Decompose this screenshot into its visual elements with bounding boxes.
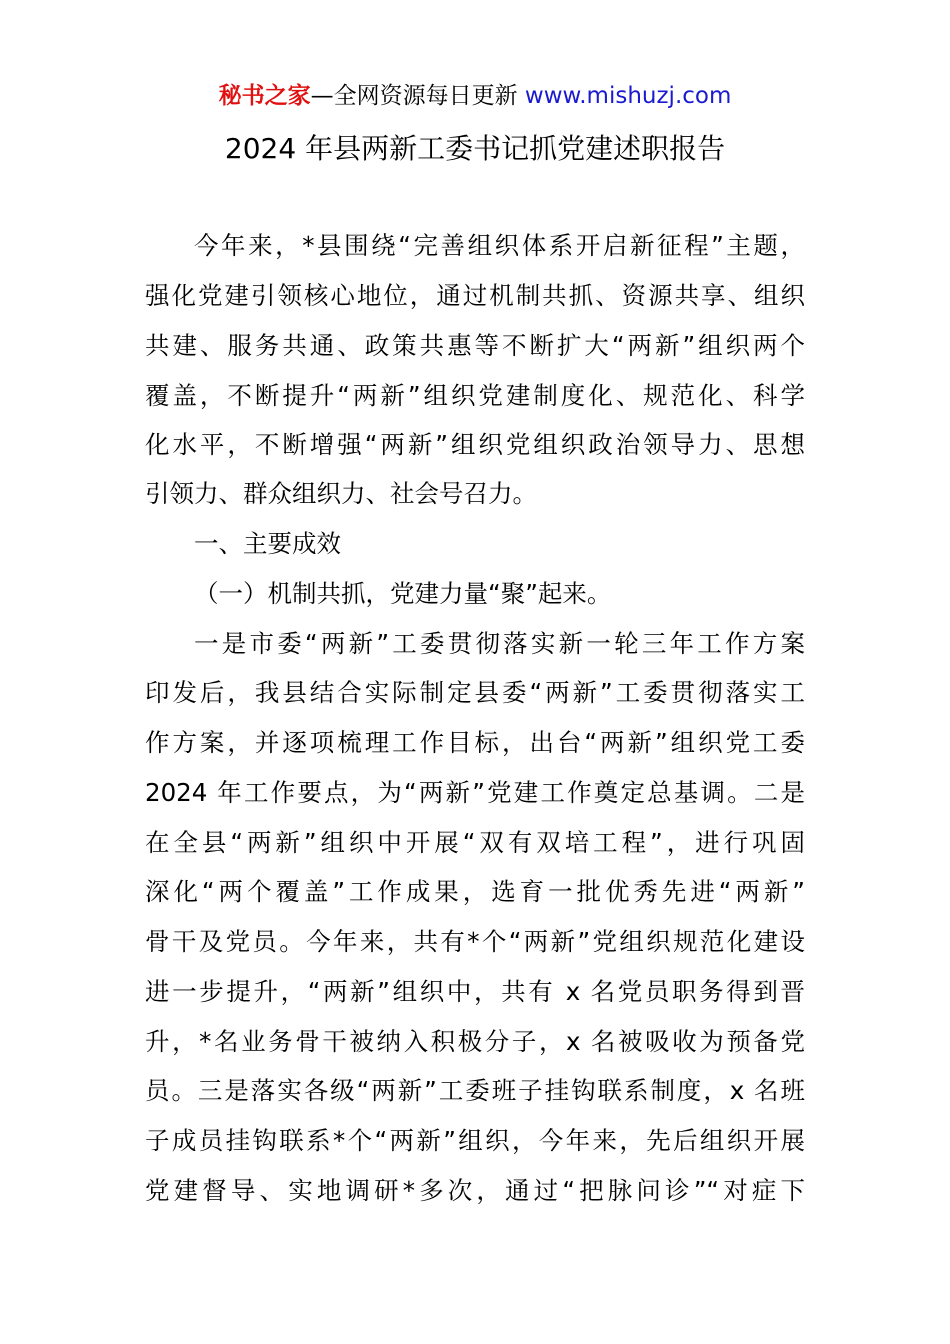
header-tagline: —全网资源每日更新 (310, 83, 525, 109)
paragraph-line: 进一步提升，“两新”组织中，共有 x 名党员职务得到晋 (145, 977, 805, 1006)
brand-name: 秘书之家 (218, 83, 311, 109)
section-heading: 一、主要成效 (194, 529, 341, 558)
subsection-heading: （一）机制共抓，党建力量“聚”起来。 (194, 579, 612, 608)
paragraph-line: 员。三是落实各级“两新”工委班子挂钩联系制度，x 名班 (145, 1076, 805, 1105)
paragraph-line: 覆盖，不断提升“两新”组织党建制度化、规范化、科学 (145, 381, 805, 410)
paragraph-line: 强化党建引领核心地位，通过机制共抓、资源共享、组织 (145, 281, 805, 310)
document-title: 2024 年县两新工委书记抓党建述职报告 (224, 132, 726, 165)
paragraph-line: 化水平，不断增强“两新”组织党组织政治领导力、思想 (145, 430, 805, 459)
paragraph-line: 今年来，*县围绕“完善组织体系开启新征程”主题， (194, 231, 805, 260)
site-url-link[interactable]: www.mishuzj.com (524, 83, 732, 109)
paragraph-line: 深化“两个覆盖”工作成果，选育一批优秀先进“两新” (145, 877, 805, 906)
paragraph-line: 一是市委“两新”工委贯彻落实新一轮三年工作方案 (194, 629, 805, 658)
paragraph-line: 2024 年工作要点，为“两新”党建工作奠定总基调。二是 (145, 778, 805, 807)
paragraph-line: 作方案，并逐项梳理工作目标，出台“两新”组织党工委 (145, 728, 805, 757)
paragraph-line: 党建督导、实地调研*多次，通过“把脉问诊”“对症下 (145, 1176, 805, 1205)
site-header (0, 80, 950, 112)
paragraph-line: 子成员挂钩联系*个“两新”组织，今年来，先后组织开展 (145, 1126, 805, 1155)
paragraph-line: 印发后，我县结合实际制定县委“两新”工委贯彻落实工 (145, 678, 805, 707)
paragraph-line: 在全县“两新”组织中开展“双有双培工程”，进行巩固 (145, 828, 805, 857)
paragraph-line: 共建、服务共通、政策共惠等不断扩大“两新”组织两个 (145, 331, 805, 360)
paragraph-line: 引领力、群众组织力、社会号召力。 (145, 479, 537, 508)
paragraph-line: 骨干及党员。今年来，共有*个“两新”党组织规范化建设 (145, 927, 805, 956)
paragraph-line: 升，*名业务骨干被纳入积极分子，x 名被吸收为预备党 (145, 1027, 805, 1056)
